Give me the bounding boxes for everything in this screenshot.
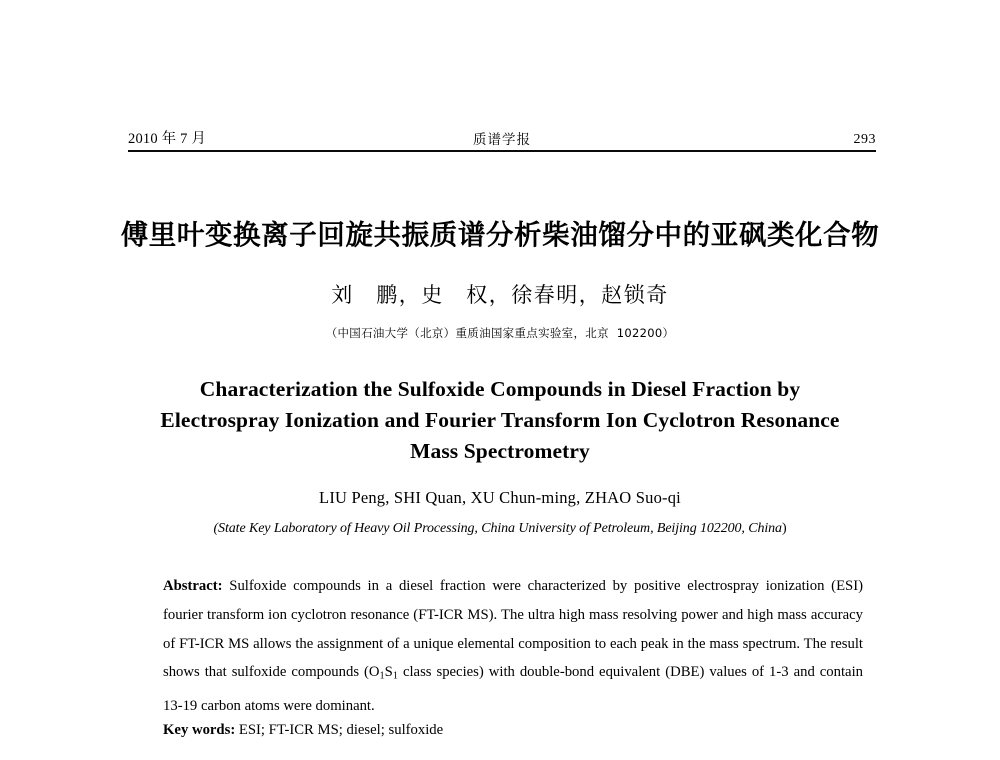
abstract-subscript-sulfur: 1 <box>392 670 398 682</box>
english-title-line-3: Mass Spectrometry <box>410 439 590 463</box>
chinese-title: 傅里叶变换离子回旋共振质谱分析柴油馏分中的亚砜类化合物 <box>120 219 880 251</box>
chinese-authors: 刘 鹏，史 权，徐春明，赵锁奇 <box>331 283 669 307</box>
english-affiliation <box>0 521 1000 537</box>
english-affiliation-paren: ) <box>781 521 787 536</box>
keywords-text: ESI; FT-ICR MS; diesel; sulfoxide <box>235 722 444 738</box>
abstract-text-part-2: S <box>384 664 393 681</box>
abstract-subscript-oxygen: 1 <box>379 670 385 682</box>
page-number: 293 <box>853 132 876 147</box>
abstract-label: Abstract: <box>163 578 223 594</box>
journal-name: 质谱学报 <box>473 132 531 148</box>
english-title-line-2: Electrospray Ionization and Fourier Transform Ion Cyclotron Resonance <box>160 408 840 432</box>
header-divider-rule <box>128 150 876 152</box>
english-title-line-1: Characterization the Sulfoxide Compounds in Diesel Fraction by <box>199 377 801 401</box>
english-authors: LIU Peng, SHI Quan, XU Chun-ming, ZHAO Suo-qi <box>319 488 681 507</box>
abstract-text-part-3: class species) with double-bond equivalent (DBE) values of 1-3 and contain 13-19 carbon atoms were dominant. <box>163 664 863 714</box>
keywords-block <box>163 716 863 745</box>
abstract-paragraph <box>163 572 863 721</box>
chinese-affiliation: （中国石油大学（北京）重质油国家重点实验室，北京 102200） <box>325 326 675 340</box>
running-head <box>128 126 876 148</box>
keywords-label: Key words: <box>163 722 236 738</box>
issue-date: 2010 年 7 月 <box>128 131 207 147</box>
english-affiliation-text: (State Key Laboratory of Heavy Oil Processing, China University of Petroleum, Beijing 102200, China <box>213 521 782 536</box>
english-title <box>130 374 870 467</box>
abstract-text-part-1: Sulfoxide compounds in a diesel fraction were characterized by positive electrospray ionization (ESI) fourier transform ion cyclotron resonance (FT-ICR MS). The ultra high mass resolving power and high mass accuracy of FT-ICR MS allows the assignment of a unique elemental composition to each peak in the mass spectrum. The result shows that sulfoxide compounds (O <box>163 578 863 681</box>
abstract-block <box>163 572 863 721</box>
